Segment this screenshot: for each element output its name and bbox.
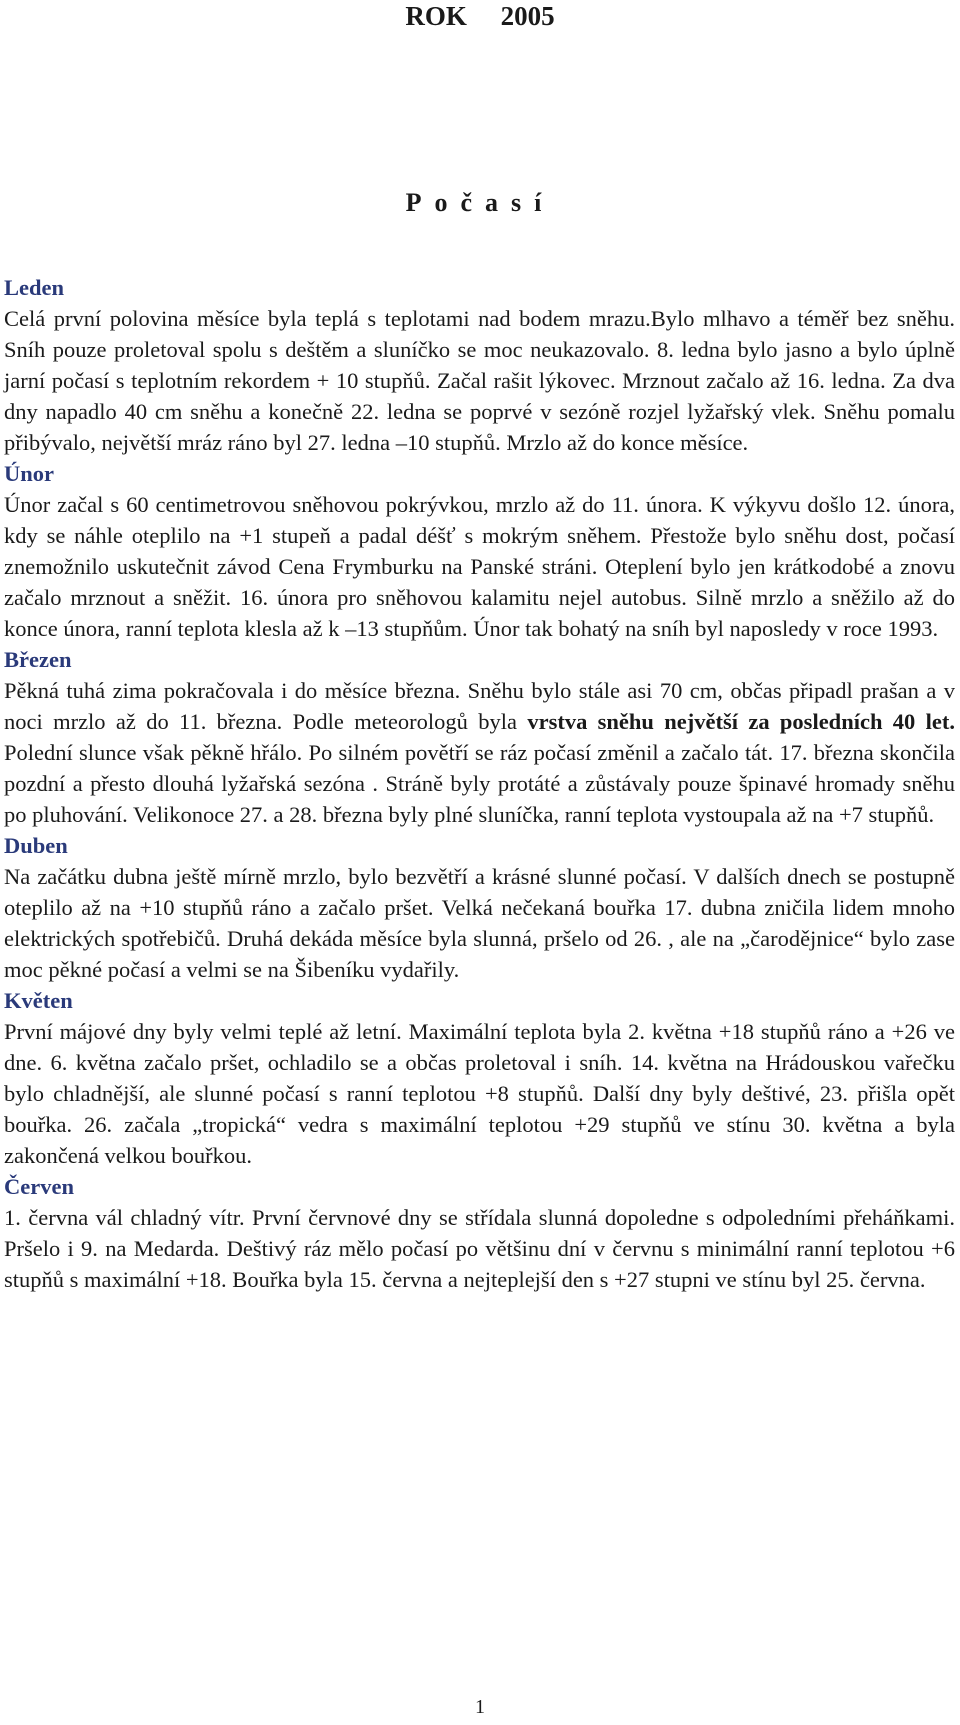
- month-heading-cerven: Červen: [4, 1174, 74, 1199]
- month-text-kveten: První májové dny byly velmi teplé až letní. Maximální teplota byla 2. května +18 stupňů ráno a +26 ve dne. 6. května začalo pršet, ochladilo se a občas proletoval i sníh. 14. května na Hrádouskou vařečku bylo chladnější, ale slunné počasí s ranní teplotou +8 stupňů. Další dny byly deštivé, 23. přišla opět bouřka. 26. začala „tropická“ vedra s maximální teplotou +29 stupňů ve stínu 30. května a byla zakončená velkou bouřkou.: [4, 1019, 955, 1168]
- month-text-cerven: 1. června vál chladný vítr. První červnové dny se střídala slunná dopoledne s odpoledními přeháňkami. Pršelo i 9. na Medarda. Deštivý ráz mělo počasí po většinu dní v červnu s minimální ranní teplotou +6 stupňů s maximální +18. Bouřka byla 15. června a nejteplejší den s +27 stupni ve stínu byl 25. června.: [4, 1205, 955, 1292]
- month-heading-duben: Duben: [4, 833, 68, 858]
- month-text-leden: Celá první polovina měsíce byla teplá s teplotami nad bodem mrazu.Bylo mlhavo a téměř bez sněhu. Sníh pouze proletoval spolu s deštěm a sluníčko se moc neukazovalo. 8. ledna bylo jasno a bylo úplně jarní počasí s teplotním rekordem + 10 stupňů. Začal rašit lýkovec. Mrznout začalo až 16. ledna. Za dva dny napadlo 40 cm sněhu a konečně 22. ledna se poprvé v sezóně rozjel lyžařský vlek. Sněhu pomalu přibývalo, největší mráz ráno byl 27. ledna –10 stupňů. Mrzlo až do konce měsíce.: [4, 306, 955, 455]
- section-title-pocasi: Počasí: [405, 188, 555, 217]
- month-text-brezen-part2: Polední slunce však pěkně hřálo. Po silném povětří se ráz počasí změnil a začalo tát. 17. března skončila pozdní a přesto dlouhá lyžařská sezóna . Stráně byly protáté a zůstávaly pouze špinavé hromady sněhu po pluhování. Velikonoce 27. a 28. března byly plné sluníčka, ranní teplota vystoupala až na +7 stupňů.: [4, 740, 955, 827]
- month-text-brezen-part1: Pěkná tuhá zima pokračovala i do měsíce března. Sněhu bylo stále asi 70 cm, občas připadl prašan a v noci mrzlo až do 11. března. Podle meteorologů byla: [4, 678, 955, 734]
- month-text-brezen: [4, 675, 955, 830]
- month-heading-leden: Leden: [4, 275, 65, 300]
- page-number: 1: [475, 1696, 485, 1718]
- month-heading-kveten: Květen: [4, 988, 73, 1013]
- month-text-brezen-bold: vrstva sněhu největší za posledních 40 let.: [527, 709, 955, 734]
- month-text-unor: Únor začal s 60 centimetrovou sněhovou pokrývkou, mrzlo až do 11. února. K výkyvu došlo 12. února, kdy se náhle oteplilo na +1 stupeň a padal déšť s mokrým sněhem. Přestože bylo sněhu dost, počasí znemožnilo uskutečnit závod Cena Frymburku na Panské stráni. Oteplení bylo jen krátkodobé a znovu začalo mrznout a sněžit. 16. února pro sněhovou kalamitu nejel autobus. Silně mrzlo a sněžilo až do konce února, ranní teplota klesla až k –13 stupňům. Únor tak bohatý na sníh byl naposledy v roce 1993.: [4, 492, 955, 641]
- month-heading-unor: Únor: [4, 461, 54, 486]
- month-text-duben: Na začátku dubna ještě mírně mrzlo, bylo bezvětří a krásné slunné počasí. V dalších dnech se postupně oteplilo až na +10 stupňů ráno a začalo pršet. Velká nečekaná bouřka 17. dubna zničila lidem mnoho elektrických spotřebičů. Druhá dekáda měsíce byla slunná, pršelo od 26. , ale na „čarodějnice“ bylo zase moc pěkné počasí a velmi se na Šibeníku vydařily.: [4, 864, 955, 982]
- document-body: [4, 272, 955, 1295]
- document-title: ROK 2005: [405, 1, 555, 31]
- month-heading-brezen: Březen: [4, 647, 72, 672]
